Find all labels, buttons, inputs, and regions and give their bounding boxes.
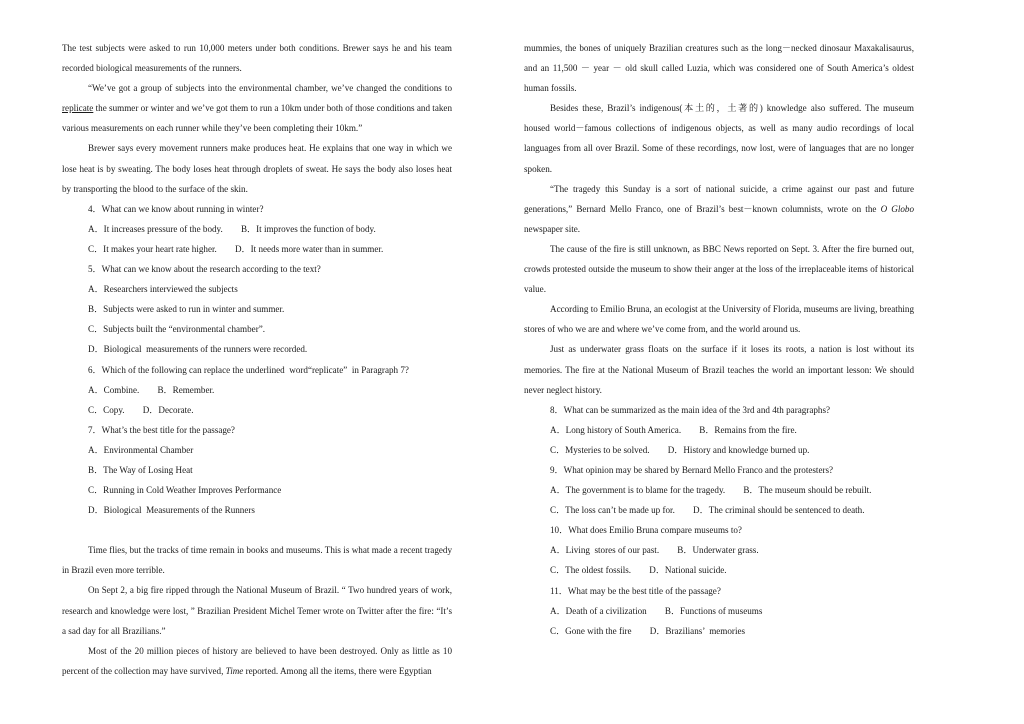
italic-source: O Globo xyxy=(880,203,915,214)
italic-source: Time xyxy=(225,665,244,676)
question-option: A．It increases pressure of the body. B．It improves the function of body. xyxy=(88,223,376,234)
question-option: C．The loss can’t be made up for. D．The criminal should be sentenced to death. xyxy=(550,505,865,516)
question-11: 11．What may be the best title of the passage? xyxy=(550,585,721,596)
question-option: D．Biological Measurements of the Runners xyxy=(88,505,255,516)
paragraph: Besides these, Brazil’s indigenous(本土的，土著的) knowledge also suffered. The museum housed world－famous collections of indigenous objects, as well as many audio recordings of local languages from all over Brazil. Some of these recordings, now lost, were of languages that are no longer spoken. xyxy=(524,103,914,174)
paragraph: “The tragedy this Sunday is a sort of national suicide, a crime against our past and future generations,” Bernard Mello Franco, one of Brazil’s best－known columnists, wrote on the O Globo newspaper site. xyxy=(524,183,915,234)
question-6: 6．Which of the following can replace the underlined word“replicate” in Paragraph 7? xyxy=(88,364,409,375)
left-column xyxy=(62,38,452,681)
paragraph: Brewer says every movement runners make produces heat. He explains that one way in which we lose heat is by sweating. The body loses heat through droplets of sweat. He says the body also loses heat by transporting the blood to the surface of the skin. xyxy=(62,143,452,194)
question-option: C．The oldest fossils. D．National suicide. xyxy=(550,565,727,576)
paragraph: The test subjects were asked to run 10,000 meters under both conditions. Brewer says he and his team recorded biological measurements of the runners. xyxy=(62,43,452,74)
question-option: C．Mysteries to be solved. D．History and knowledge burned up. xyxy=(550,444,810,455)
question-option: A．Combine. B．Remember. xyxy=(88,384,215,395)
question-option: B．The Way of Losing Heat xyxy=(88,464,193,475)
question-option: A．Long history of South America. B．Remains from the fire. xyxy=(550,424,797,435)
question-option: C．Subjects built the “environmental chamber”. xyxy=(88,324,266,335)
question-5: 5．What can we know about the research according to the text? xyxy=(88,264,321,275)
question-option: D．Biological measurements of the runners were recorded. xyxy=(88,344,308,355)
paragraph: On Sept 2, a big fire ripped through the National Museum of Brazil. “ Two hundred years of work, research and knowledge were lost, ” Brazilian President Michel Temer wrote on Twitter after the fire: “It’s a sad day for all Brazilians.” xyxy=(62,585,452,636)
paragraph: “We’ve got a group of subjects into the environmental chamber, we’ve changed the conditions to replicate the summer or winter and we’ve got them to run a 10km under both of those conditions and taken various measurements on each runner while they’ve been completing their 10km.” xyxy=(62,83,452,134)
paragraph: Time flies, but the tracks of time remain in books and museums. This is what made a recent tragedy in Brazil even more terrible. xyxy=(62,545,452,576)
paragraph: mummies, the bones of uniquely Brazilian creatures such as the long－necked dinosaur Maxakalisaurus, and an 11,500 － year － old skull called Luzia, which was considered one of South America’s oldest human fossils. xyxy=(524,43,914,94)
spacer xyxy=(62,520,452,540)
question-8: 8．What can be summarized as the main idea of the 3rd and 4th paragraphs? xyxy=(550,404,831,415)
question-option: C．Copy. D．Decorate. xyxy=(88,404,194,415)
paragraph: Just as underwater grass floats on the surface if it loses its roots, a nation is lost without its memories. The fire at the National Museum of Brazil teaches the world an important lesson: We should never neglect history. xyxy=(524,344,914,395)
question-option: C．Gone with the fire D．Brazilians’ memories xyxy=(550,625,746,636)
question-option: A．Environmental Chamber xyxy=(88,444,194,455)
right-column xyxy=(524,38,914,641)
paragraph: Most of the 20 million pieces of history are believed to have been destroyed. Only as little as 10 percent of the collection may have survived, Time reported. Among all the items, there were Egyptian xyxy=(62,645,452,676)
question-option: A．The government is to blame for the tragedy. B．The museum should be rebuilt. xyxy=(550,485,872,496)
question-10: 10．What does Emilio Bruna compare museums to? xyxy=(550,525,742,536)
paragraph: According to Emilio Bruna, an ecologist at the University of Florida, museums are living, breathing stores of who we are and where we’ve come from, and the world around us. xyxy=(524,304,914,335)
question-option: C．Running in Cold Weather Improves Performance xyxy=(88,485,282,496)
question-option: A．Researchers interviewed the subjects xyxy=(88,284,238,295)
question-4: 4．What can we know about running in winter? xyxy=(88,203,264,214)
question-9: 9．What opinion may be shared by Bernard Mello Franco and the protesters? xyxy=(550,464,834,475)
question-7: 7．What’s the best title for the passage? xyxy=(88,424,235,435)
question-option: B．Subjects were asked to run in winter and summer. xyxy=(88,304,285,315)
question-option: A．Death of a civilization B．Functions of museums xyxy=(550,605,763,616)
paragraph: The cause of the fire is still unknown, as BBC News reported on Sept. 3. After the fire burned out, crowds protested outside the museum to show their anger at the loss of the irreplaceable items of historical value. xyxy=(524,243,914,295)
underlined-word: replicate xyxy=(62,103,94,114)
question-option: C．It makes your heart rate higher. D．It needs more water than in summer. xyxy=(88,243,384,254)
question-option: A．Living stores of our past. B．Underwater grass. xyxy=(550,545,759,556)
